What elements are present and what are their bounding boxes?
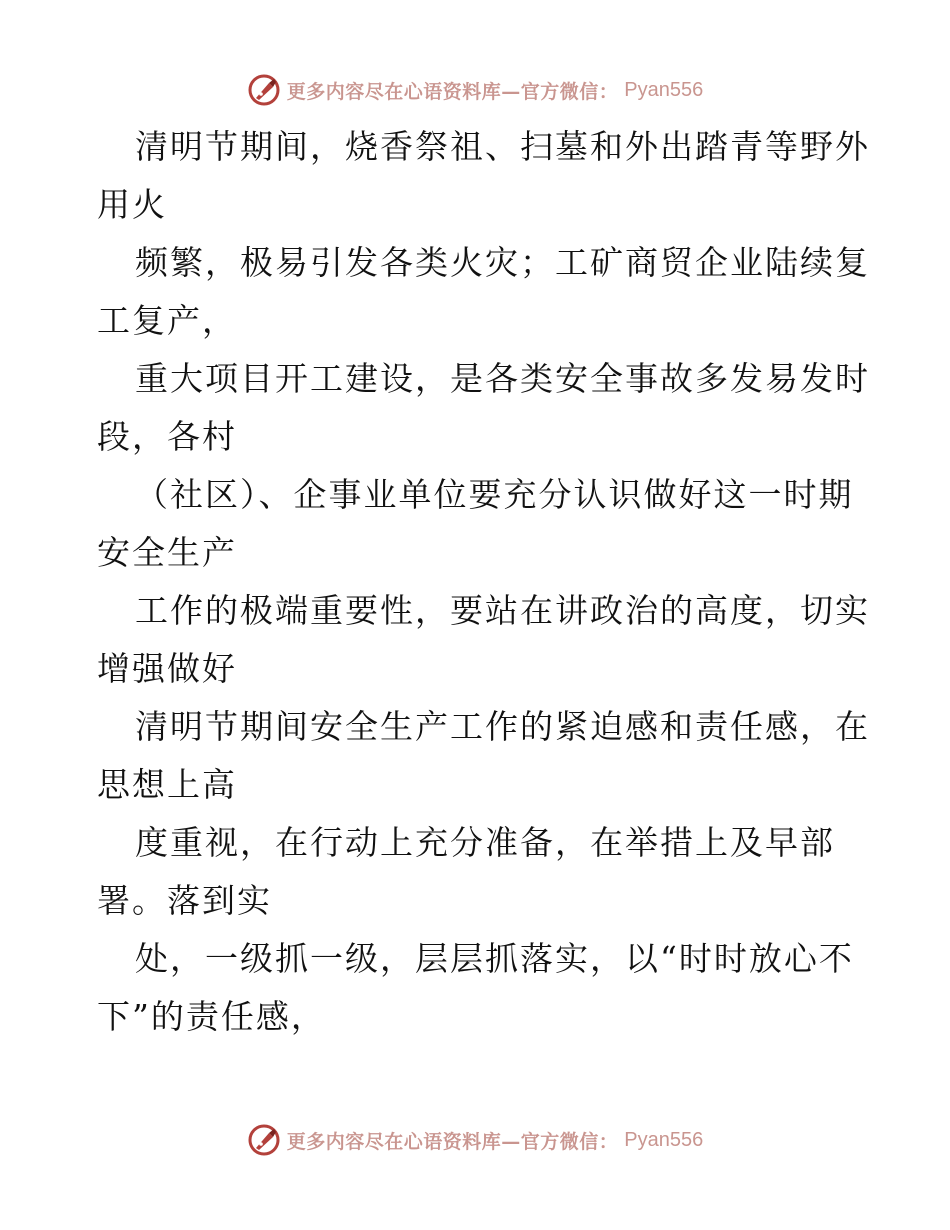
text-line: 增强做好 — [97, 649, 237, 688]
pen-nib-logo-icon — [247, 1123, 281, 1157]
text-line: 署。落到实 — [97, 881, 272, 920]
text-line: 度重视，在行动上充分准备，在举措上及早部 — [135, 823, 835, 862]
text-line: 工作的极端重要性，要站在讲政治的高度，切实 — [135, 591, 870, 630]
pen-nib-logo-icon — [247, 73, 281, 107]
text-line: 清明节期间安全生产工作的紧迫感和责任感，在 — [135, 707, 870, 746]
text-line: （社区）、企事业单位要充分认识做好这一时期 — [135, 475, 854, 514]
banner-text: 更多内容尽在心语资料库—官方微信： — [286, 1130, 619, 1153]
text-line: 段，各村 — [97, 417, 237, 456]
banner-text: 更多内容尽在心语资料库—官方微信： — [286, 80, 619, 103]
text-line: 频繁，极易引发各类火灾；工矿商贸企业陆续复 — [135, 243, 870, 282]
text-line: 工复产， — [97, 301, 237, 340]
text-line: 下”的责任感， — [97, 997, 326, 1036]
text-line: 清明节期间，烧香祭祖、扫墓和外出踏青等野外 — [135, 127, 870, 166]
document-body — [97, 118, 870, 1046]
header-banner — [0, 70, 950, 110]
text-line: 用火 — [97, 185, 167, 224]
text-line: 安全生产 — [97, 533, 237, 572]
wechat-id: Pyan556 — [624, 78, 704, 101]
text-line: 思想上高 — [97, 765, 237, 804]
wechat-id: Pyan556 — [624, 1128, 704, 1151]
text-line: 重大项目开工建设，是各类安全事故多发易发时 — [135, 359, 870, 398]
text-line: 处，一级抓一级，层层抓落实，以“时时放心不 — [135, 939, 854, 978]
footer-banner — [0, 1120, 950, 1160]
